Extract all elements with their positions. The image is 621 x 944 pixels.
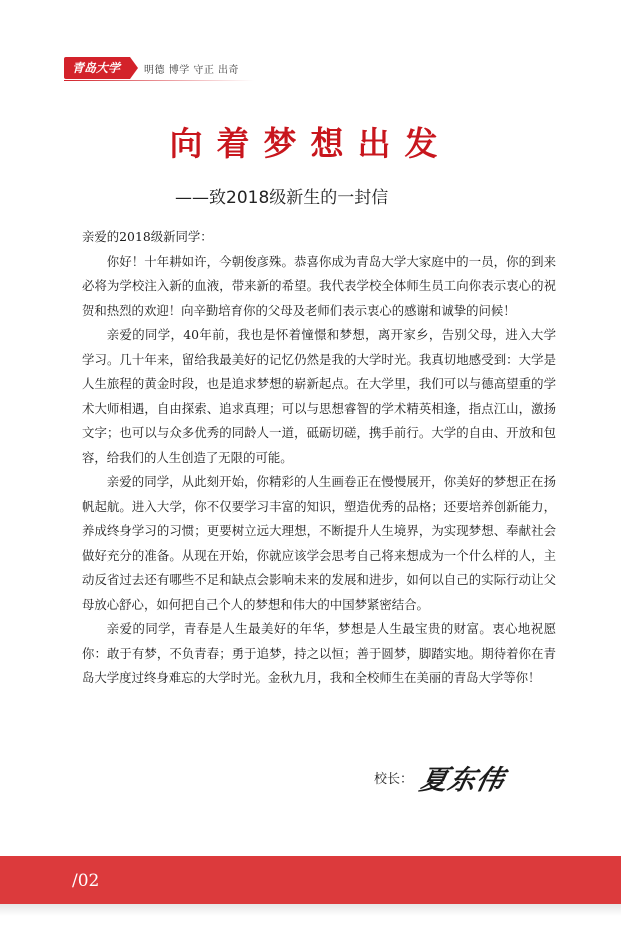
letter-paragraph-1: 你好！十年耕如许，今朝俊彦殊。恭喜你成为青岛大学大家庭中的一员，你的到来必将为学校注入新的血液，带来新的希望。我代表学校全体师生员工向你表示衷心的祝贺和热烈的欢迎！向辛勤培育你的父母及老师们表示衷心的感谢和诚挚的问候！	[82, 253, 556, 318]
letter-paragraph-3: 亲爱的同学，从此刻开始，你精彩的人生画卷正在慢慢展开，你美好的梦想正在扬帆起航。进入大学，你不仅要学习丰富的知识，塑造优秀的品格；还要培养创新能力，养成终身学习的习惯；更要树立远大理想，不断提升人生境界，为实现梦想、奉献社会做好充分的准备。从现在开始，你就应该学会思考自己将来想成为一个什么样的人，主动反省过去还有哪些不足和缺点会影响未来的发展和进步，如何以自己的实际行动让父母放心舒心，如何把自己个人的梦想和伟大的中国梦紧密结合。	[82, 474, 556, 612]
page-subtitle: ——致2018级新生的一封信	[175, 188, 389, 208]
letter-paragraph-2: 亲爱的同学，40年前，我也是怀着憧憬和梦想，离开家乡，告别父母，进入大学学习。几十年来，留给我最美好的记忆仍然是我的大学时光。我真切地感受到：大学是人生旅程的黄金时段，也是追求梦想的崭新起点。在大学里，我们可以与德高望重的学术大师相遇，自由探索、追求真理；可以与思想睿智的学术精英相逢，指点江山，激扬文字；也可以与众多优秀的同龄人一道，砥砺切磋，携手前行。大学的自由、开放和包容，给我们的人生创造了无限的可能。	[82, 327, 556, 465]
letter-greeting: 亲爱的2018级新同学：	[82, 229, 213, 244]
signature-label: 校长：	[374, 772, 414, 787]
university-motto: 明德 博学 守正 出奇	[144, 64, 240, 76]
signature-block	[374, 758, 508, 797]
page-number: /02	[72, 871, 100, 891]
letter-body	[82, 225, 556, 691]
page-title: 向着梦想出发	[169, 124, 452, 163]
university-logo: 青岛大学	[64, 57, 130, 79]
letter-paragraph-4: 亲爱的同学，青春是人生最美好的年华，梦想是人生最宝贵的财富。衷心地祝愿你：敢于有梦，不负青春；勇于追梦，持之以恒；善于圆梦，脚踏实地。期待着你在青岛大学度过终身难忘的大学时光。金秋九月，我和全校师生在美丽的青岛大学等你！	[82, 621, 556, 685]
footer-shadow	[0, 904, 621, 916]
header-divider	[64, 80, 254, 81]
header	[64, 55, 274, 81]
handwritten-signature: 夏东伟	[417, 765, 508, 796]
